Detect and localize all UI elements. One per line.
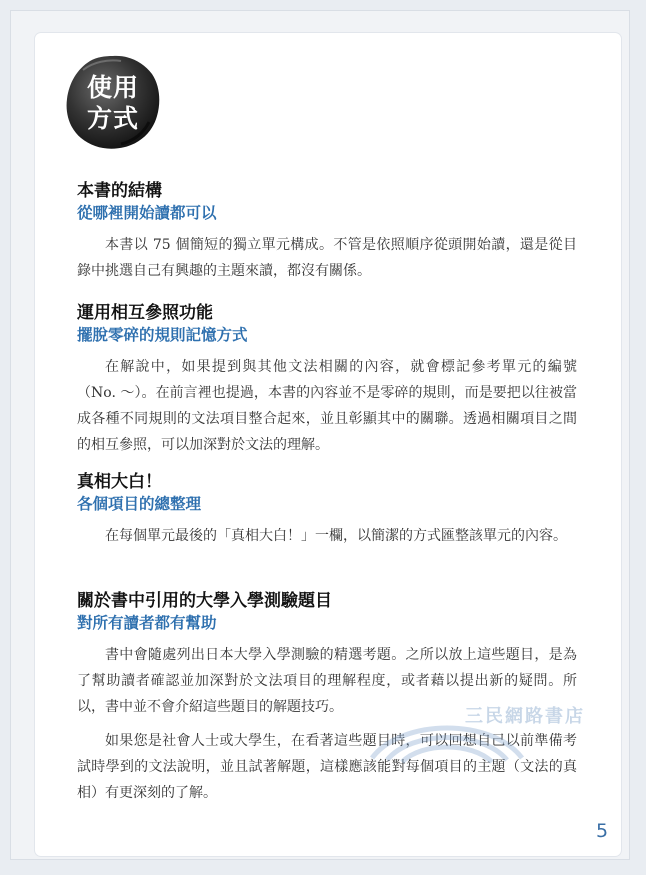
badge-title-line2: 方式 (86, 104, 139, 133)
section-heading: 關於書中引用的大學入學測驗題目 (77, 591, 332, 611)
section-paragraph: 本書以 75 個簡短的獨立單元構成。不管是依照順序從頭開始讀，還是從目錄中挑選自己有興趣的主題來讀，都沒有關係。 (77, 237, 577, 279)
section-heading: 運用相互參照功能 (77, 303, 213, 323)
section-heading: 真相大白！ (77, 472, 162, 492)
section-subheading: 對所有讀者都有幫助 (77, 614, 217, 632)
section-paragraph: 如果您是社會人士或大學生，在看著這些題目時，可以回想自己以前準備考試時學到的文法說明，並且試著解題，這樣應該能對每個項目的主題（文法的真相）有更深刻的了解。 (77, 733, 577, 801)
section-paragraph: 在解說中，如果提到與其他文法相關的內容，就會標記參考單元的編號（No. ～）。在前言裡也提過，本書的內容並不是零碎的規則，而是要把以往被當成各種不同規則的文法項目整合起來，並且彰顯其中的關聯。透過相關項目之間的相互參照，可以加深對於文法的理解。 (77, 359, 577, 453)
section-heading: 本書的結構 (77, 181, 162, 201)
section-subheading: 各個項目的總整理 (77, 495, 202, 513)
section-paragraph: 書中會隨處列出日本大學入學測驗的精選考題。之所以放上這些題目，是為了幫助讀者確認並加深對於文法項目的理解程度，或者藉以提出新的疑問。所以，書中並不會介紹這些題目的解題技巧。 (77, 647, 577, 715)
usage-badge (63, 52, 163, 152)
section-exam-questions (77, 590, 597, 806)
badge-title-line1: 使用 (86, 73, 139, 102)
section-structure (77, 180, 597, 284)
section-paragraph: 在每個單元最後的「真相大白！」一欄，以簡潔的方式匯整該單元的內容。 (105, 528, 567, 544)
section-summary (77, 471, 597, 549)
page-number: 5 (596, 820, 609, 842)
section-subheading: 從哪裡開始讀都可以 (77, 204, 217, 222)
section-subheading: 擺脫零碎的規則記憶方式 (77, 326, 248, 344)
badge-title (63, 72, 163, 134)
section-cross-reference (77, 302, 597, 458)
watermark-text: 三民網路書店 (465, 706, 585, 727)
